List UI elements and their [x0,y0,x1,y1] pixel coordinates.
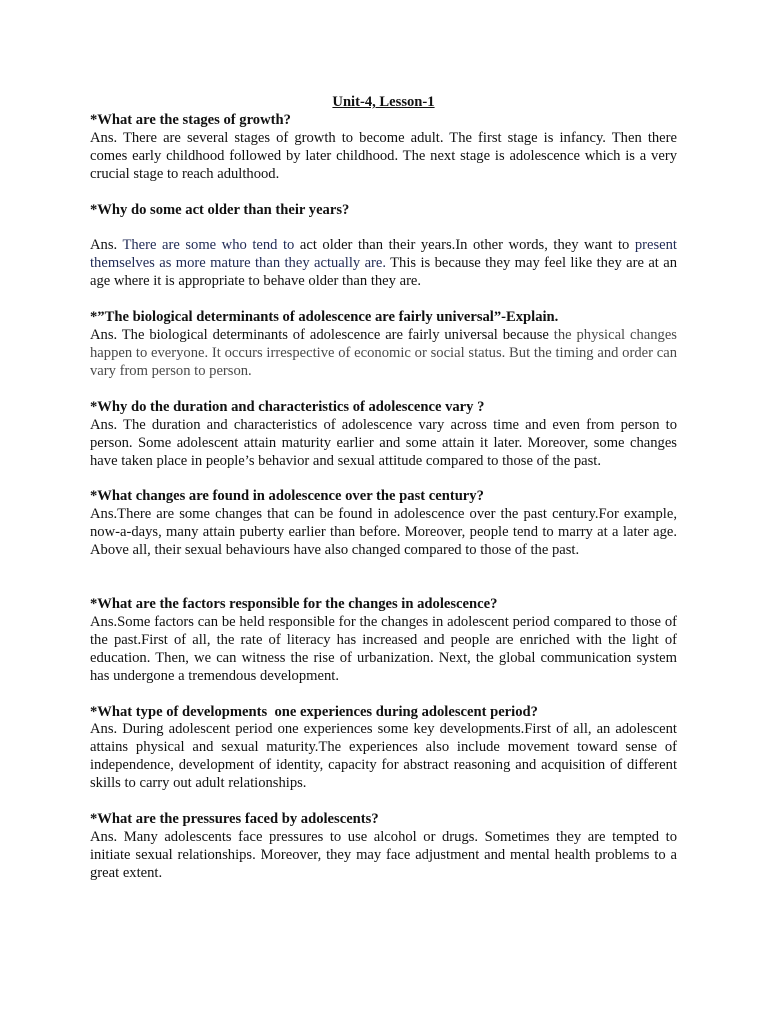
question-1: *What are the stages of growth? [90,111,291,128]
answer-2-part-5: This is because they may feel like they are at an age where it is appropriate to behave older than they are. [90,255,677,290]
qa-block-3 [90,309,677,381]
answer-2-part-4: present themselves as more mature than they actually are. [90,237,677,272]
answer-1: Ans. There are several stages of growth to become adult. The first stage is infancy. Then there comes early childhood followed by later childhood. The next stage is adolescence which is a very crucial stage to reach adulthood. [90,129,677,182]
qa-block-5 [90,488,677,560]
qa-block-4 [90,399,677,471]
question-4: *Why do the duration and characteristics of adolescence vary ? [90,398,485,415]
document-body [90,94,677,883]
answer-2-part-1: Ans. [90,237,123,254]
answer-6: Ans.Some factors can be held responsible for the changes in adolescent period compared to those of the past.First of all, the rate of literacy has increased and people are enriched with the light of education. Then, we can witness the rise of urbanization. Next, the global communication system has undergone a tremendous development. [90,613,677,684]
answer-4: Ans. The duration and characteristics of adolescence vary across time and even from person to person. Some adolescent attain maturity earlier and some attain it later. Moreover, some changes have taken place in people’s behavior and sexual attitude compared to those of the past. [90,416,677,469]
question-6: *What are the factors responsible for the changes in adolescence? [90,596,498,613]
answer-3 [90,327,677,381]
question-8: *What are the pressures faced by adolescents? [90,811,379,828]
page-title: Unit-4, Lesson-1 [332,94,435,110]
answer-3-part-1: Ans. The biological determinants of adolescence are fairly universal because [90,327,554,344]
question-3: *”The biological determinants of adolescence are fairly universal”-Explain. [90,309,559,326]
answer-5: Ans.There are some changes that can be found in adolescence over the past century.For example, now-a-days, many attain puberty earlier than before. Moreover, people tend to marry at a later age. Above all, their sexual behaviours have also changed compared to those of the past. [90,506,677,559]
answer-3-part-2: the physical changes happen to everyone. It occurs irrespective of economic or social status. But the timing and order can vary from person to person. [90,327,677,379]
qa-block-7 [90,704,677,794]
qa-block-8 [90,811,677,883]
qa-block-6 [90,596,677,686]
answer-2-part-3: act older than their years.In other words, they want to [294,237,635,254]
answer-7: Ans. During adolescent period one experiences some key developments.First of all, an adolescent attains physical and sexual maturity.The experiences also include movement toward sense of independence, development of identity, capacity for abstract reasoning and acquisition of different skills to carry out adult relationships. [90,721,677,792]
answer-2-part-2: There are some who tend to [122,237,295,254]
answer-8: Ans. Many adolescents face pressures to use alcohol or drugs. Sometimes they are tempted to initiate sexual relationships. Moreover, they may face adjustment and mental health problems to a great extent. [90,829,677,881]
qa-block-2 [90,202,677,292]
question-5: *What changes are found in adolescence over the past century? [90,488,484,505]
qa-block-1 [90,112,677,184]
question-2: *Why do some act older than their years? [90,201,350,218]
answer-2 [90,237,677,291]
question-7: *What type of developments one experiences during adolescent period? [90,703,538,720]
